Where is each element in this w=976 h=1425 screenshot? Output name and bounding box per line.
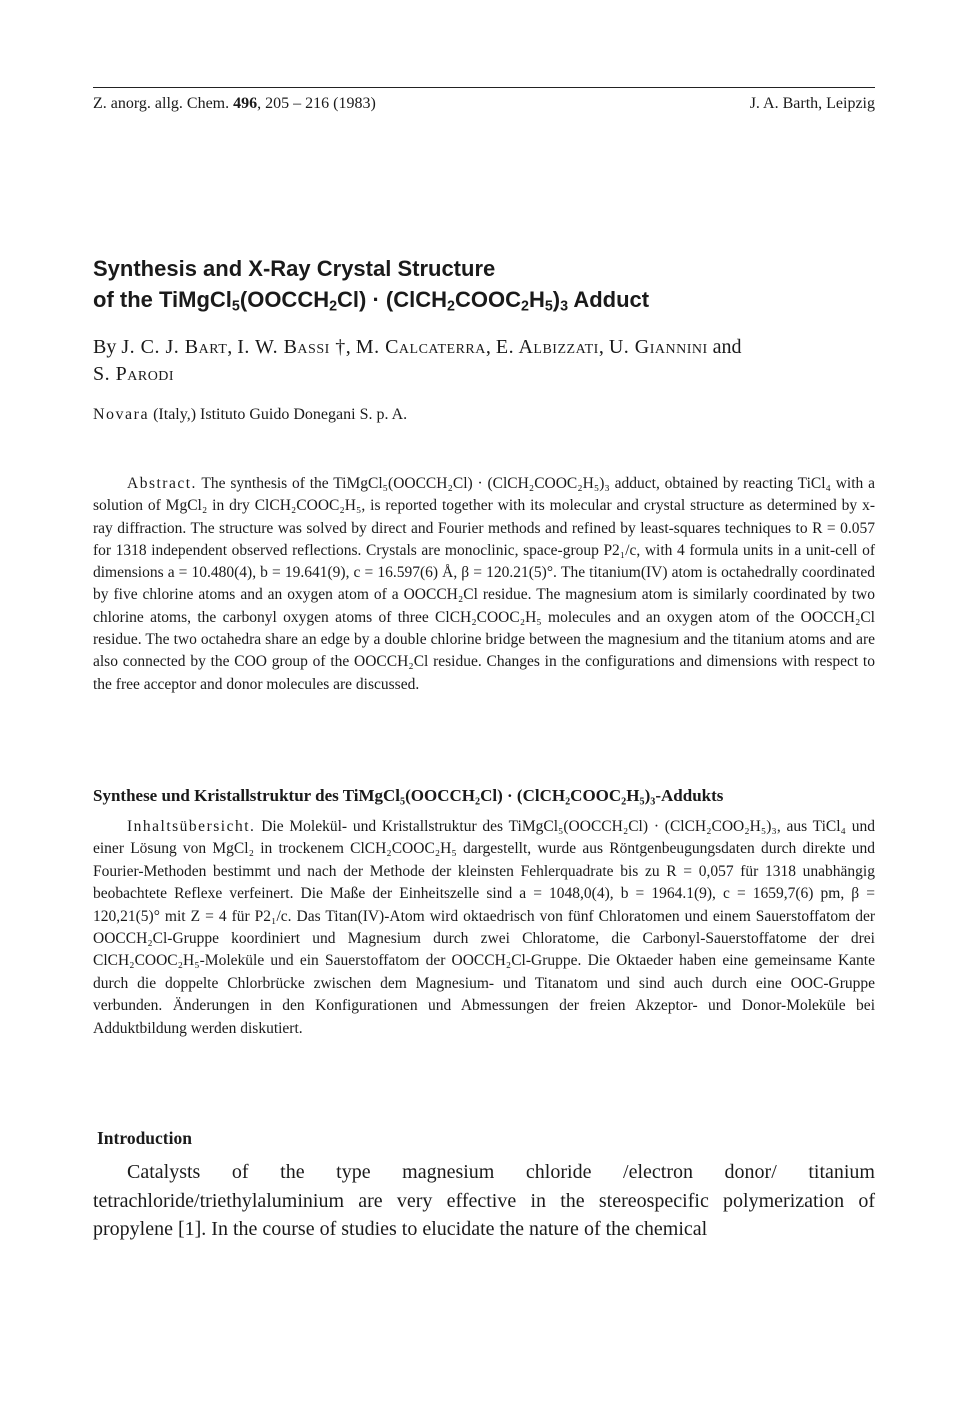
german-text: Die Molekül- und Kristallstruktur des TiMgCl₅(OOCCH₂Cl) · (ClCH₂COO₂H₅)₃, aus TiCl₄ und einer Lösung von MgCl₂ in trockenem ClCH₂COOC₂H₅ dargestellt, wurde aus Röntgenbeugungsdaten durch direkte und Fourier-Methoden bestimmt und nach der Methode der kleinsten Fehlerquadrate bis zu R = 0,057 für 1318 unabhängig beobachtete Reflexe verfeinert. Die Maße der Einheitszelle sind a = 1048,0(4), b = 1964.1(9), c = 1659,7(6) pm, β = 120,21(5)° mit Z = 4 für P2₁/c. Das Titan(IV)-Atom wird oktaedrisch von fünf Chloratomen und einem Sauerstoffatom der OOCCH₂Cl-Gruppe koordiniert und Magnesium durch zwei Chloratome, die Carbonyl-Sauerstoffatome der drei ClCH₂COOC₂H₅-Moleküle und ein Sauerstoffatom der OOCCH₂Cl-Gruppe. Die Oktaeder haben eine gemeinsame Kante durch die doppelte Chlorbrücke zwischen dem Magnesium- und Titanatom und sind auch durch eine OOC-Gruppe verbunden. Änderungen in den Konfigurationen und Abmessungen der freien Akzeptor- und Donor-Moleküle bei Adduktbildung werden diskutiert. [93,818,875,1037]
abstract-text: The synthesis of the TiMgCl₅(OOCCH₂Cl) · (ClCH₂COOC₂H₅)₃ adduct, obtained by reacting TiCl₄ with a solution of MgCl₂ in dry ClCH₂COOC₂H₅, is reported together with its molecular and crystal structure as determined by x-ray diffraction. The structure was solved by direct and Fourier methods and refined by least-squares techniques to R = 0.057 for 1318 independent observed reflections. Crystals are monoclinic, space-group P2₁/c, with 4 formula units in a unit-cell of dimensions a = 10.480(4), b = 19.641(9), c = 16.597(6) Å, β = 120.21(5)°. The titanium(IV) atom is octahedrally coordinated by five chlorine atoms and an oxygen atom of a OOCCH₂Cl residue. The magnesium atom is similarly coordinated by two chlorine atoms, the carbonyl oxygen atoms of three ClCH₂COOC₂H₅ molecules and an oxygen atom of the OOCCH₂Cl residue. The two octahedra share an edge by a double chlorine bridge between the magnesium and the titanium atoms and are also connected by the COO group of the OOCCH₂Cl residue. Changes in the configurations and dimensions with respect to the free acceptor and donor molecules are discussed. [93,475,875,693]
page-range: , 205 – 216 (1983) [257,95,376,112]
author-line-1: By J. C. J. Bart, I. W. Bassi †, M. Calcaterra, E. Albizzati, U. Giannini and [93,336,742,358]
german-label: Inhaltsübersicht. [127,818,256,835]
introduction-paragraph: Catalysts of the type magnesium chloride /electron donor/ titanium tetrachloride/triethylaluminium are very effective in the stereospecific polymerization of propylene [1]. In the course of studies to elucidate the nature of the chemical [93,1161,875,1240]
author-name: U. Giannini [608,336,708,358]
affiliation [93,406,875,424]
author-list [93,334,875,388]
citation [93,95,376,113]
introduction-heading: Introduction [97,1128,192,1148]
publisher: J. A. Barth, Leipzig [749,95,875,112]
affiliation-institute: (Italy,) Istituto Guido Donegani S. p. A. [149,406,408,423]
author-name: E. Albizzati [495,336,599,358]
abstract-paragraph [93,473,875,696]
title-line-2: of the $TiMgCl_5(OOCCH_2Cl)$ · $(ClCH_2COOC_2H_5)_3$ Adduct [93,287,650,315]
author-line-2 [93,361,875,388]
title-line-1: Synthesis and X-Ray Crystal Structure [93,256,496,281]
author-name: M. Calcaterra [355,336,486,358]
german-paragraph [93,816,875,1040]
author-name: S. Parodi [93,363,175,385]
author-name: J. C. J. Bart [121,336,228,358]
german-abstract [93,816,875,1040]
volume-number: 496 [233,95,258,112]
running-head [93,95,875,117]
introduction-body [93,1158,875,1244]
german-heading: Synthese und Kristallstruktur des TiMgCl₅(OOCCH₂Cl) · (ClCH₂COOC₂H₅)₃-Addukts [93,786,724,805]
header-rule [93,87,875,88]
author-name: I. W. Bassi † [237,336,346,358]
affiliation-city: Novara [93,406,150,423]
journal-name: Z. anorg. allg. Chem. [93,95,230,112]
abstract [93,473,875,696]
paper-title [93,253,875,315]
abstract-label: Abstract. [127,475,197,492]
